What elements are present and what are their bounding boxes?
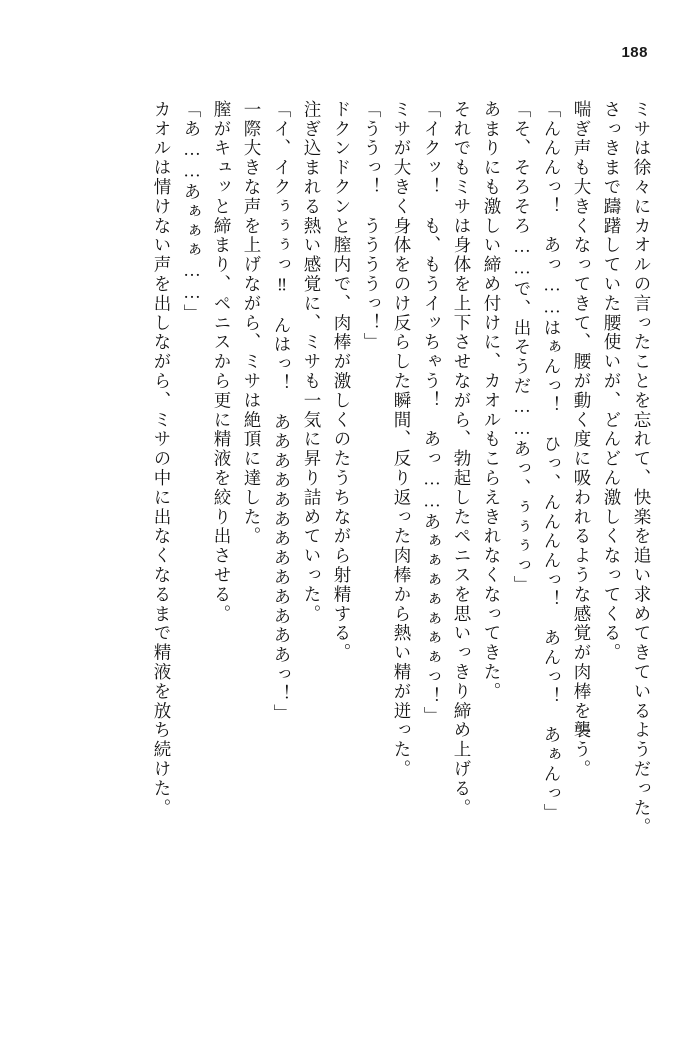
text-line: 「イ、イクぅぅぅっ‼ んはっ！ あああああああああああああっ！」 — [272, 100, 292, 724]
text-line: ドクンドクンと膣内で、肉棒が激しくのたうちながら射精する。 — [332, 100, 352, 663]
text-line: あまりにも激しい締め付けに、カオルもこらえきれなくなってきた。 — [482, 100, 502, 702]
text-line: 一際大きな声を上げながら、ミサは絶頂に達した。 — [242, 100, 262, 547]
text-line: さっきまで躊躇していた腰使いが、どんどん激しくなってくる。 — [602, 100, 622, 663]
text-line: ミサは徐々にカオルの言ったことを忘れて、快楽を追い求めてきているようだった。 — [632, 100, 652, 838]
text-line: 注ぎ込まれる熱い感覚に、ミサも一気に昇り詰めていった。 — [302, 100, 322, 624]
page-number: 188 — [621, 44, 648, 61]
text-line: 喘ぎ声も大きくなってきて、腰が動く度に吸われるような感覚が肉棒を襲う。 — [572, 100, 592, 779]
text-line: 膣がキュッと締まり、ペニスから更に精液を絞り出させる。 — [212, 100, 232, 624]
text-line: 「あ……あぁぁぁ……」 — [182, 100, 202, 324]
text-line: 「そ、そろそろ……で、出そうだ……あっ、ぅぅぅっ」 — [512, 100, 532, 595]
text-line: 「ううっ！ ううううっ！」 — [362, 100, 382, 353]
text-line: 「んんんっ！ あっ……はぁんっ！ ひっ、んんんんっ！ あんっ！ あぁんっ」 — [542, 100, 562, 823]
text-line: カオルは情けない声を出しながら、ミサの中に出なくなるまで精液を放ち続けた。 — [152, 100, 172, 818]
body-text-block — [50, 100, 650, 1000]
text-line: 「イクッ！ も、もうイッちゃう！ あっ……あぁぁぁぁぁぁぁっ！」 — [422, 100, 442, 726]
text-line: ミサが大きく身体をのけ反らした瞬間、反り返った肉棒から熱い精が迸った。 — [392, 100, 412, 779]
text-line: それでもミサは身体を上下させながら、勃起したペニスを思いっきり締め上げる。 — [452, 100, 472, 818]
